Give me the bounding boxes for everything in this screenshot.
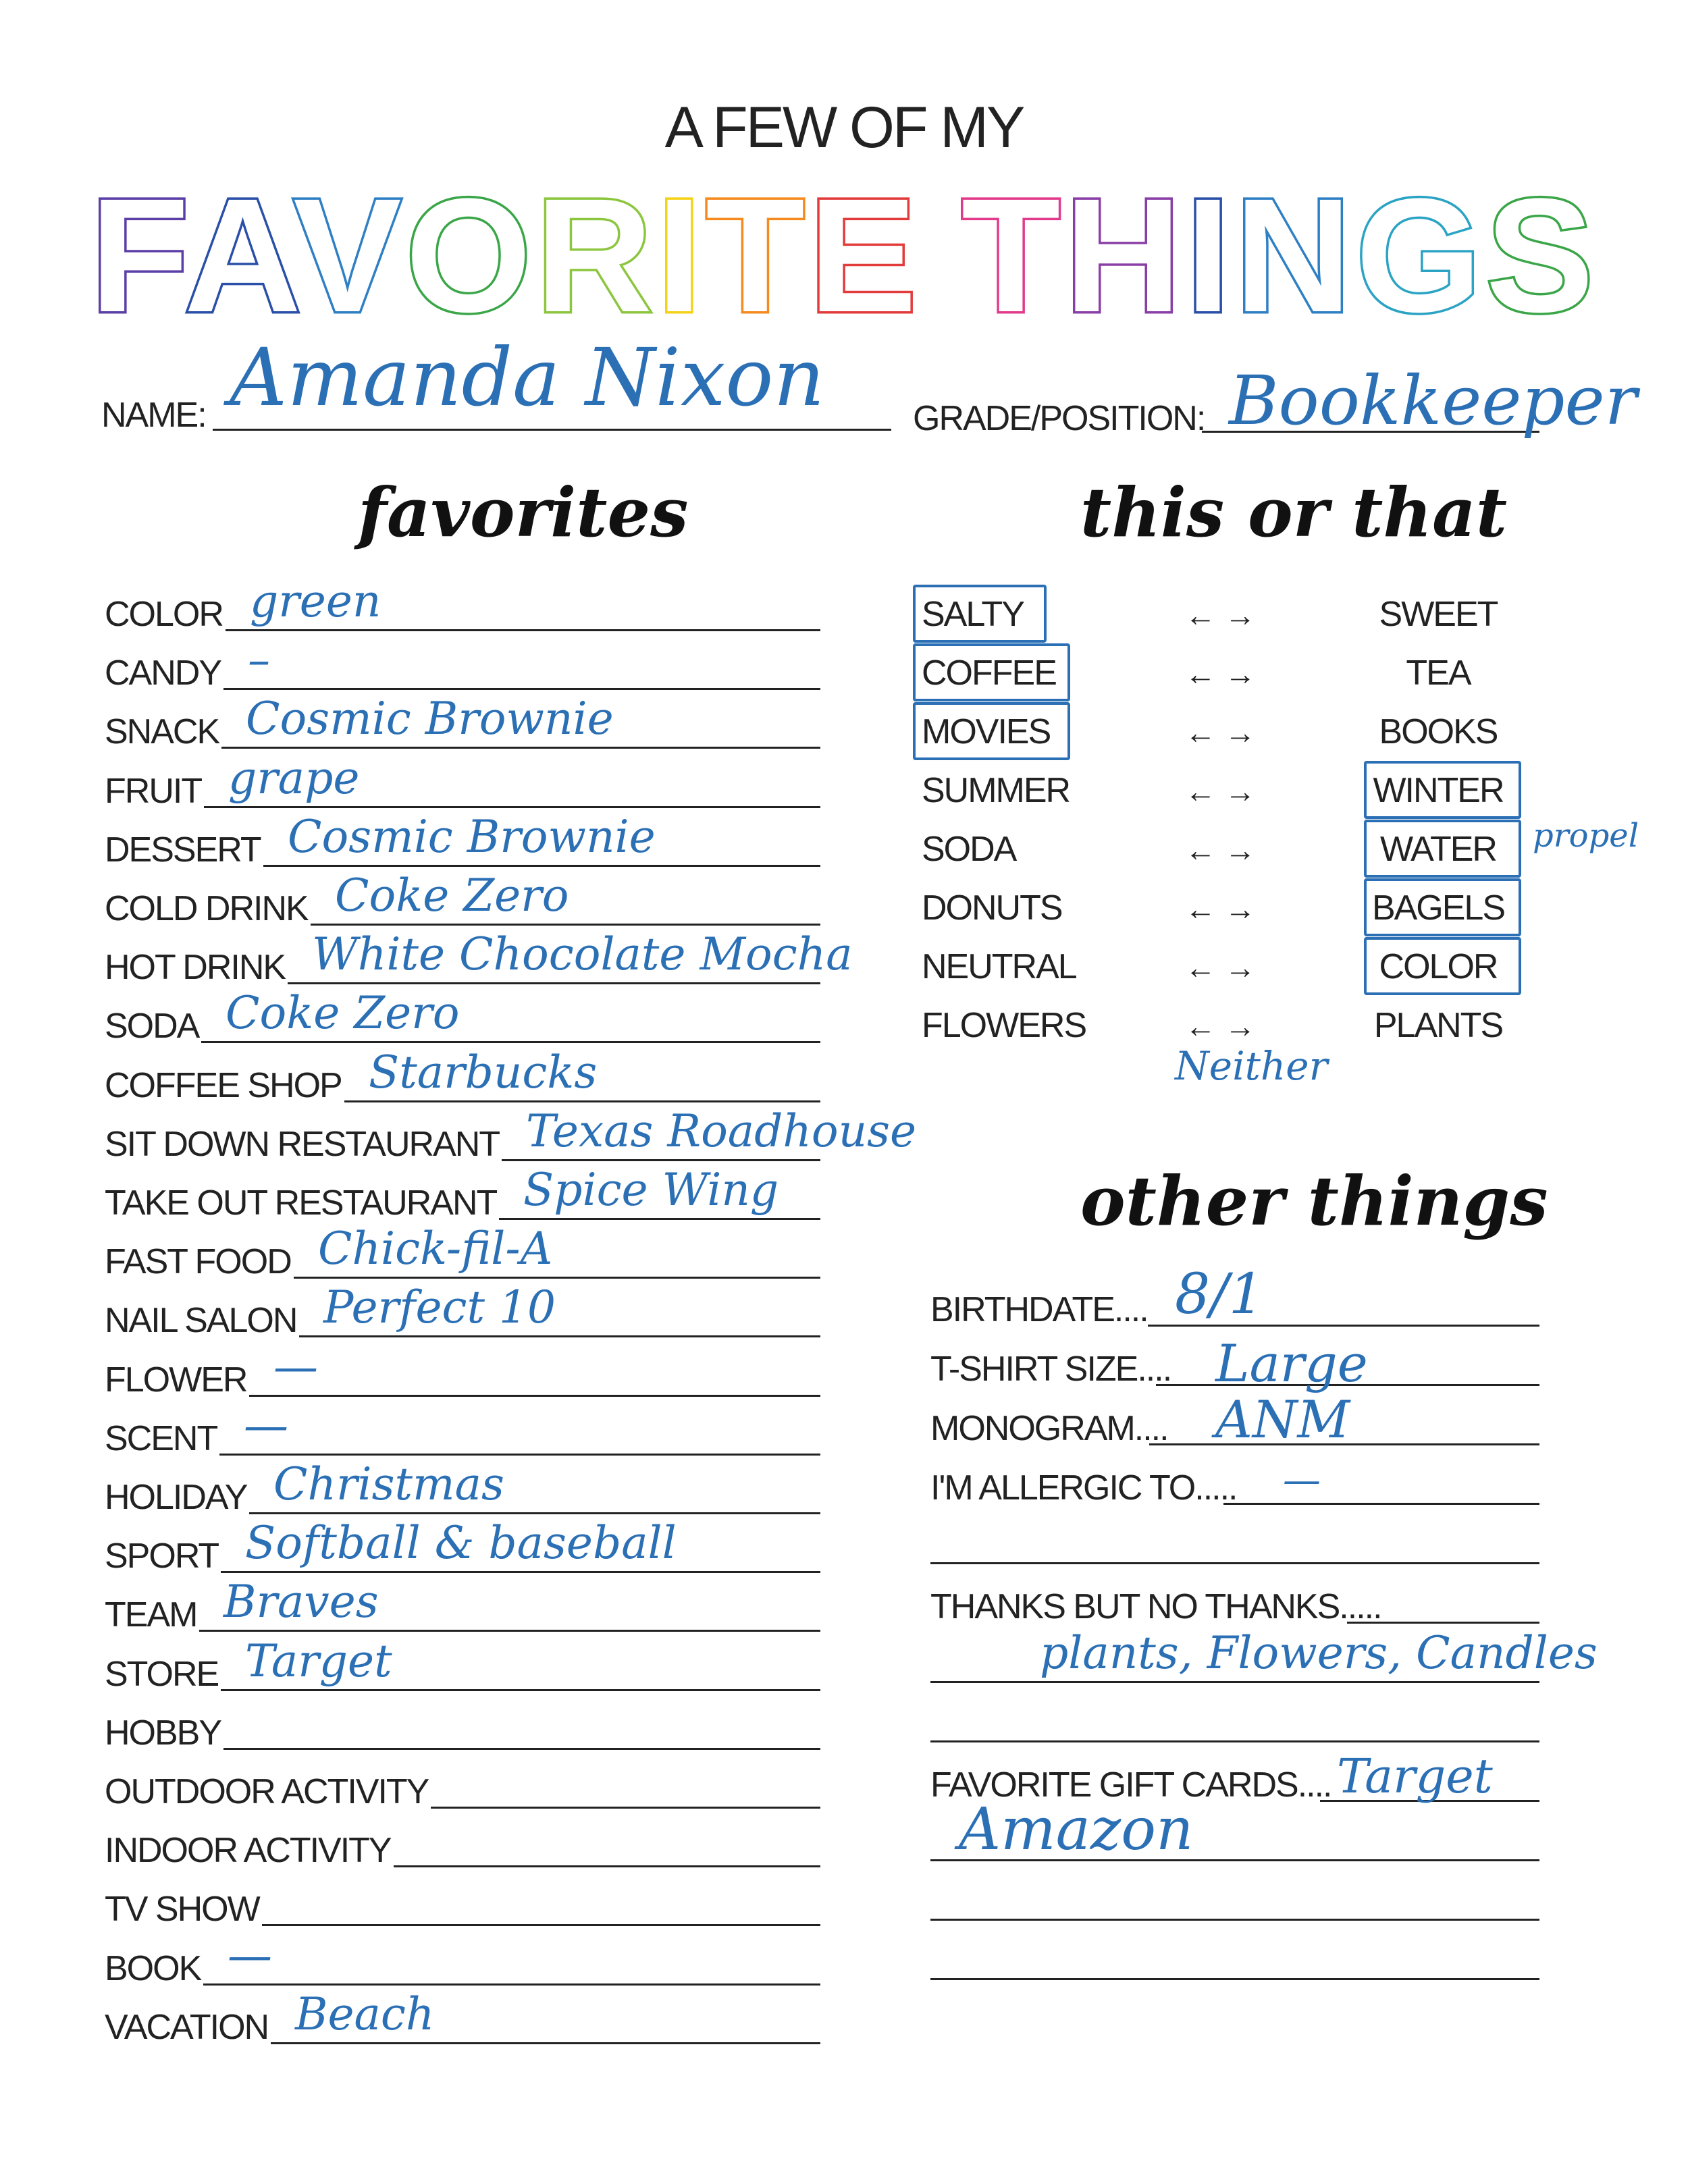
other-things-heading: other things <box>1080 1161 1548 1241</box>
this-option[interactable]: MOVIES <box>922 712 1051 751</box>
name-label: NAME: <box>101 396 206 435</box>
favorite-line <box>223 688 820 690</box>
favorite-label: FLOWER <box>105 1360 247 1400</box>
favorite-line <box>499 1218 820 1220</box>
tshirt-label: T-SHIRT SIZE.... <box>930 1350 1171 1389</box>
favorite-value[interactable]: Cosmic Brownie <box>246 693 614 745</box>
favorite-label: COLOR <box>105 595 223 634</box>
favorite-line <box>502 1159 820 1161</box>
favorite-line <box>344 1100 820 1102</box>
favorite-label: FAST FOOD <box>105 1242 291 1282</box>
favorite-line <box>221 747 820 749</box>
this-option[interactable]: SALTY <box>922 595 1024 634</box>
favorite-label: STORE <box>105 1654 219 1694</box>
this-or-that-heading: this or that <box>1080 473 1508 552</box>
title-letter: O <box>405 165 536 346</box>
title-letter: V <box>293 165 406 346</box>
favorite-value[interactable]: Texas Roadhouse <box>526 1104 917 1157</box>
choice-circle <box>1364 820 1521 878</box>
title-letter: H <box>1064 165 1186 346</box>
page-title <box>0 162 1688 348</box>
favorite-label: SIT DOWN RESTAURANT <box>105 1124 500 1164</box>
favorite-line <box>288 982 820 984</box>
arrows-icon: ← → <box>1185 656 1256 691</box>
monogram-value[interactable]: ANM <box>1215 1389 1350 1449</box>
favorite-label: TEAM <box>105 1595 197 1635</box>
favorite-value[interactable]: green <box>250 575 381 627</box>
favorite-label: OUTDOOR ACTIVITY <box>105 1772 429 1811</box>
favorite-value[interactable]: Cosmic Brownie <box>288 810 656 863</box>
this-option[interactable]: NEUTRAL <box>922 947 1076 986</box>
favorite-line <box>431 1807 820 1809</box>
arrows-icon: ← → <box>1185 891 1256 926</box>
favorite-label: HOT DRINK <box>105 948 286 988</box>
title-letter: T <box>706 165 809 346</box>
title-letter: I <box>656 165 706 346</box>
arrows-icon: ← → <box>1185 597 1256 633</box>
favorite-value[interactable]: – <box>248 634 270 687</box>
allergic-value[interactable]: — <box>1283 1458 1321 1502</box>
title-letter: I <box>1185 165 1235 346</box>
this-option[interactable]: SUMMER <box>922 771 1070 810</box>
that-option[interactable]: SWEET <box>1379 595 1498 634</box>
birthdate-value[interactable]: 8/1 <box>1175 1262 1264 1327</box>
page-subtitle: A FEW OF MY <box>664 95 1024 160</box>
favorite-label: COLD DRINK <box>105 889 308 928</box>
favorite-label: FRUIT <box>105 771 202 811</box>
favorite-label: TAKE OUT RESTAURANT <box>105 1183 497 1223</box>
favorite-label: TV SHOW <box>105 1890 259 1929</box>
title-letter: F <box>90 165 184 346</box>
favorite-label: BOOK <box>105 1948 201 1988</box>
favorite-label: SPORT <box>105 1537 219 1576</box>
favorite-label: NAIL SALON <box>105 1301 297 1341</box>
favorite-value[interactable]: Chick-fil-A <box>318 1223 553 1275</box>
favorite-value[interactable]: Christmas <box>273 1458 504 1510</box>
title-letter: R <box>535 165 657 346</box>
arrows-icon: ← → <box>1185 1009 1256 1044</box>
title-letter: G <box>1355 165 1486 346</box>
favorite-value[interactable]: — <box>228 1929 272 1981</box>
favorite-line <box>263 865 820 867</box>
allergic-line-2 <box>930 1562 1539 1564</box>
favorite-value[interactable]: Coke Zero <box>335 870 569 922</box>
this-option[interactable]: COFFEE <box>922 654 1056 693</box>
favorite-line <box>219 1454 820 1456</box>
favorite-label: HOLIDAY <box>105 1478 247 1517</box>
title-letter: E <box>808 165 921 346</box>
favorite-line <box>204 806 820 808</box>
favorite-line <box>262 1924 820 1926</box>
favorite-label: COFFEE SHOP <box>105 1065 342 1105</box>
favorites-heading: favorites <box>358 473 689 552</box>
choice-circle <box>913 585 1047 643</box>
gift-cards-line-4 <box>930 1978 1539 1980</box>
favorite-value[interactable]: Perfect 10 <box>323 1281 556 1334</box>
that-option[interactable]: BAGELS <box>1371 888 1505 928</box>
allergic-label: I'M ALLERGIC TO..... <box>930 1468 1237 1508</box>
birthdate-label: BIRTHDATE.... <box>930 1290 1148 1329</box>
gift-cards-label: FAVORITE GIFT CARDS.... <box>930 1765 1331 1805</box>
arrows-icon: ← → <box>1185 950 1256 985</box>
no-thanks-line-2 <box>930 1681 1539 1683</box>
favorite-value[interactable]: Softball & baseball <box>245 1517 677 1570</box>
title-letter: A <box>184 165 294 346</box>
choice-circle <box>1364 937 1521 995</box>
title-letter: S <box>1485 165 1598 346</box>
favorite-value[interactable]: — <box>244 1399 288 1451</box>
favorite-value[interactable]: Spice Wing <box>523 1164 779 1216</box>
water-note: propel <box>1533 817 1639 855</box>
favorite-label: SODA <box>105 1007 199 1046</box>
that-option[interactable]: COLOR <box>1379 947 1498 986</box>
favorite-value[interactable]: grape <box>228 751 360 804</box>
favorite-label: INDOOR ACTIVITY <box>105 1831 391 1871</box>
this-option[interactable]: DONUTS <box>922 888 1062 928</box>
allergic-line <box>1223 1503 1539 1505</box>
this-option[interactable]: FLOWERS <box>922 1006 1086 1045</box>
favorite-value[interactable]: Coke Zero <box>226 987 460 1040</box>
favorite-value[interactable]: — <box>273 1340 318 1393</box>
title-letter: T <box>961 165 1065 346</box>
arrows-icon: ← → <box>1185 715 1256 750</box>
arrows-icon: ← → <box>1185 774 1256 809</box>
favorite-value[interactable]: White Chocolate Mocha <box>312 928 853 981</box>
gift-cards-value-2[interactable]: Amazon <box>959 1796 1194 1863</box>
gift-cards-value[interactable]: Target <box>1337 1749 1493 1804</box>
arrows-icon: ← → <box>1185 832 1256 868</box>
favorite-line <box>221 1571 820 1573</box>
favorite-line <box>394 1865 820 1867</box>
favorite-line <box>226 629 820 631</box>
favorite-line <box>299 1335 820 1337</box>
position-value[interactable]: Bookkeeper <box>1229 361 1637 440</box>
choice-circle <box>1364 761 1521 819</box>
favorite-value[interactable]: Starbucks <box>369 1046 598 1098</box>
that-option[interactable]: WINTER <box>1373 771 1504 810</box>
favorite-line <box>249 1512 820 1514</box>
no-thanks-label: THANKS BUT NO THANKS..... <box>930 1587 1381 1626</box>
this-option[interactable]: SODA <box>922 830 1016 869</box>
favorite-line <box>201 1041 820 1043</box>
favorite-line <box>221 1689 820 1691</box>
favorite-label: DESSERT <box>105 830 261 870</box>
choice-circle <box>1364 878 1521 936</box>
favorite-line <box>199 1630 820 1632</box>
no-thanks-value[interactable]: plants, Flowers, Candles <box>1040 1627 1598 1679</box>
choice-circle <box>913 702 1070 760</box>
favorite-value[interactable]: Target <box>245 1634 392 1687</box>
name-value[interactable]: Amanda Nixon <box>230 331 825 424</box>
favorite-label: SNACK <box>105 712 219 752</box>
choice-circle <box>913 643 1070 701</box>
title-letter: N <box>1234 165 1356 346</box>
favorite-value[interactable]: Beach <box>295 1988 435 2040</box>
favorite-line <box>203 1983 820 1986</box>
name-line <box>213 429 891 431</box>
favorite-line <box>249 1395 820 1397</box>
flowers-note: Neither <box>1175 1043 1328 1089</box>
favorite-label: HOBBY <box>105 1713 221 1753</box>
favorite-value[interactable]: Braves <box>223 1576 379 1628</box>
gift-cards-line-3 <box>930 1919 1539 1921</box>
position-label: GRADE/POSITION: <box>913 399 1205 438</box>
no-thanks-line <box>1347 1622 1539 1624</box>
that-option[interactable]: WATER <box>1380 830 1496 869</box>
favorite-line <box>311 924 820 926</box>
no-thanks-line-3 <box>930 1740 1539 1742</box>
favorite-label: SCENT <box>105 1418 217 1458</box>
that-option[interactable]: TEA <box>1406 654 1471 693</box>
that-option[interactable]: BOOKS <box>1379 712 1498 751</box>
monogram-label: MONOGRAM.... <box>930 1409 1168 1448</box>
tshirt-value[interactable]: Large <box>1215 1333 1368 1393</box>
favorite-line <box>223 1748 820 1750</box>
favorite-label: VACATION <box>105 2007 269 2047</box>
favorite-line <box>294 1277 820 1279</box>
that-option[interactable]: PLANTS <box>1373 1006 1503 1045</box>
favorite-line <box>271 2042 820 2044</box>
favorite-label: CANDY <box>105 654 221 693</box>
